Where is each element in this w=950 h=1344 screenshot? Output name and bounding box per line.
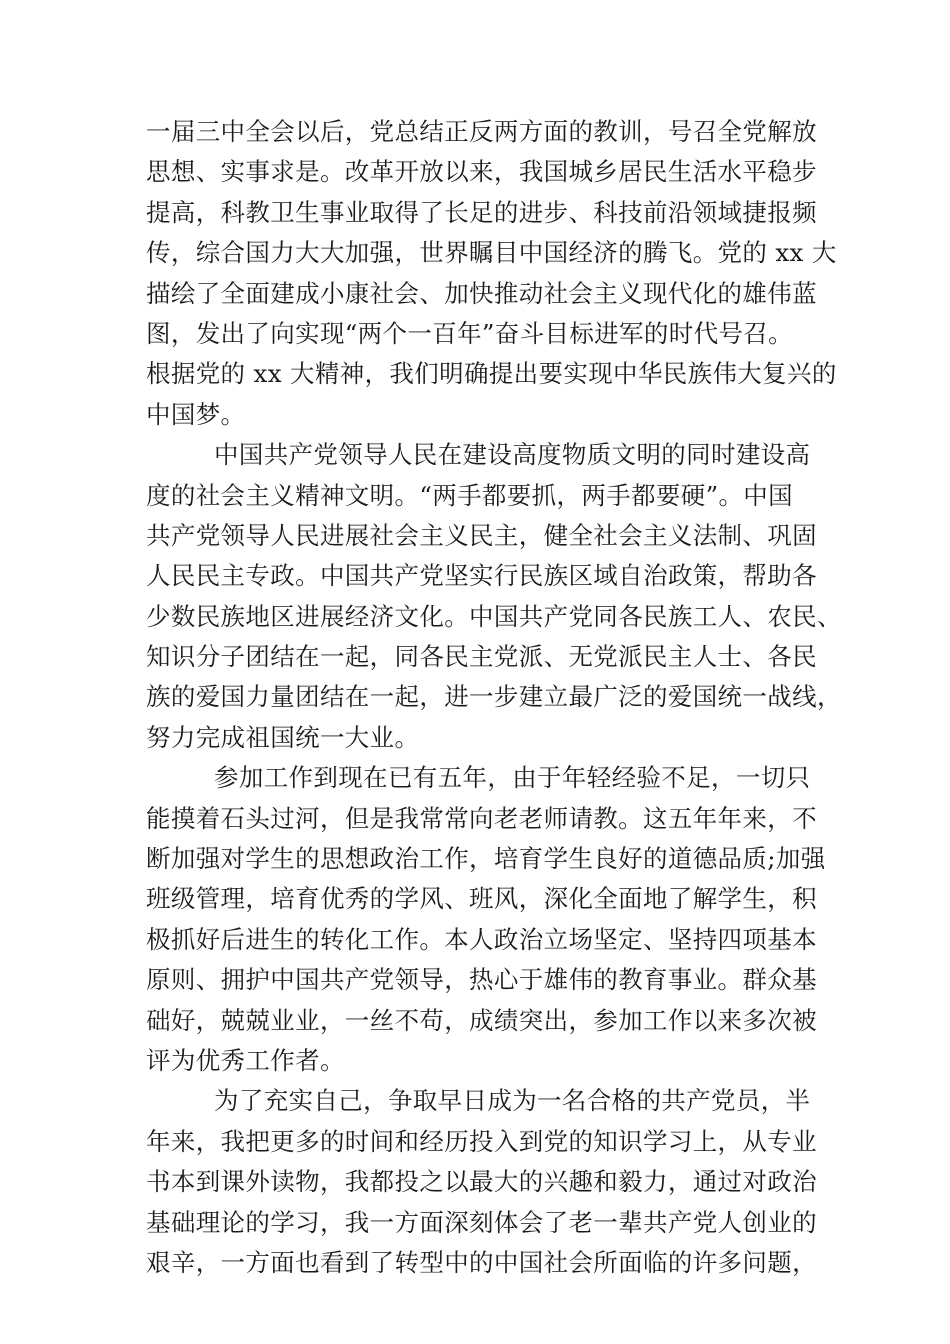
text-line: 图，发出了向实现“两个一百年”奋斗目标进军的时代号召。 <box>146 318 793 348</box>
text-line: 中国共产党领导人民在建设高度物质文明的同时建设高 <box>214 440 811 470</box>
text-line: 根据党的 xx 大精神，我们明确提出要实现中华民族伟大复兴的 <box>146 359 837 389</box>
text-line: 基础理论的学习，我一方面深刻体会了老一辈共产党人创业的 <box>146 1207 817 1237</box>
text-line: 年来，我把更多的时间和经历投入到党的知识学习上，从专业 <box>146 1126 817 1156</box>
text-line: 为了充实自己，争取早日成为一名合格的共产党员，半 <box>214 1086 811 1116</box>
paragraph <box>146 758 826 1081</box>
text-line: 书本到课外读物，我都投之以最大的兴趣和毅力，通过对政治 <box>146 1167 817 1197</box>
text-line: 能摸着石头过河，但是我常常向老老师请教。这五年年来，不 <box>146 803 817 833</box>
text-line: 描绘了全面建成小康社会、加快推动社会主义现代化的雄伟蓝 <box>146 278 817 308</box>
text-line: 中国梦。 <box>146 399 246 429</box>
text-line: 断加强对学生的思想政治工作，培育学生良好的道德品质;加强 <box>146 844 826 874</box>
document-body <box>146 112 842 1283</box>
text-line: 知识分子团结在一起，同各民主党派、无党派民主人士、各民 <box>146 642 817 672</box>
text-line: 极抓好后进生的转化工作。本人政治立场坚定、坚持四项基本 <box>146 924 817 954</box>
paragraph <box>146 435 842 758</box>
text-line: 础好，兢兢业业，一丝不苟，成绩突出，参加工作以来多次被 <box>146 1005 817 1035</box>
text-line: 思想、实事求是。改革开放以来，我国城乡居民生活水平稳步 <box>146 157 817 187</box>
text-line: 参加工作到现在已有五年，由于年轻经验不足，一切只 <box>214 763 811 793</box>
paragraph <box>146 112 837 435</box>
text-line: 人民民主专政。中国共产党坚实行民族区域自治政策，帮助各 <box>146 561 817 591</box>
text-line: 度的社会主义精神文明。“两手都要抓，两手都要硬”。中国 <box>146 480 793 510</box>
text-line: 提高，科教卫生事业取得了长足的进步、科技前沿领域捷报频 <box>146 197 817 227</box>
text-line: 一届三中全会以后，党总结正反两方面的教训，号召全党解放 <box>146 117 817 146</box>
text-line: 族的爱国力量团结在一起，进一步建立最广泛的爱国统一战线， <box>146 682 842 712</box>
text-line: 班级管理，培育优秀的学风、班风，深化全面地了解学生，积 <box>146 884 817 914</box>
text-line: 评为优秀工作者。 <box>146 1045 345 1075</box>
text-line: 艰辛，一方面也看到了转型中的中国社会所面临的许多问题， <box>146 1247 817 1277</box>
text-line: 少数民族地区进展经济文化。中国共产党同各民族工人、农民、 <box>146 601 842 631</box>
paragraph <box>146 1081 817 1283</box>
text-line: 原则、拥护中国共产党领导，热心于雄伟的教育事业。群众基 <box>146 965 817 995</box>
text-line: 共产党领导人民进展社会主义民主，健全社会主义法制、巩固 <box>146 520 817 550</box>
text-line: 传，综合国力大大加强，世界瞩目中国经济的腾飞。党的 xx 大 <box>146 238 837 268</box>
text-line: 努力完成祖国统一大业。 <box>146 722 420 752</box>
